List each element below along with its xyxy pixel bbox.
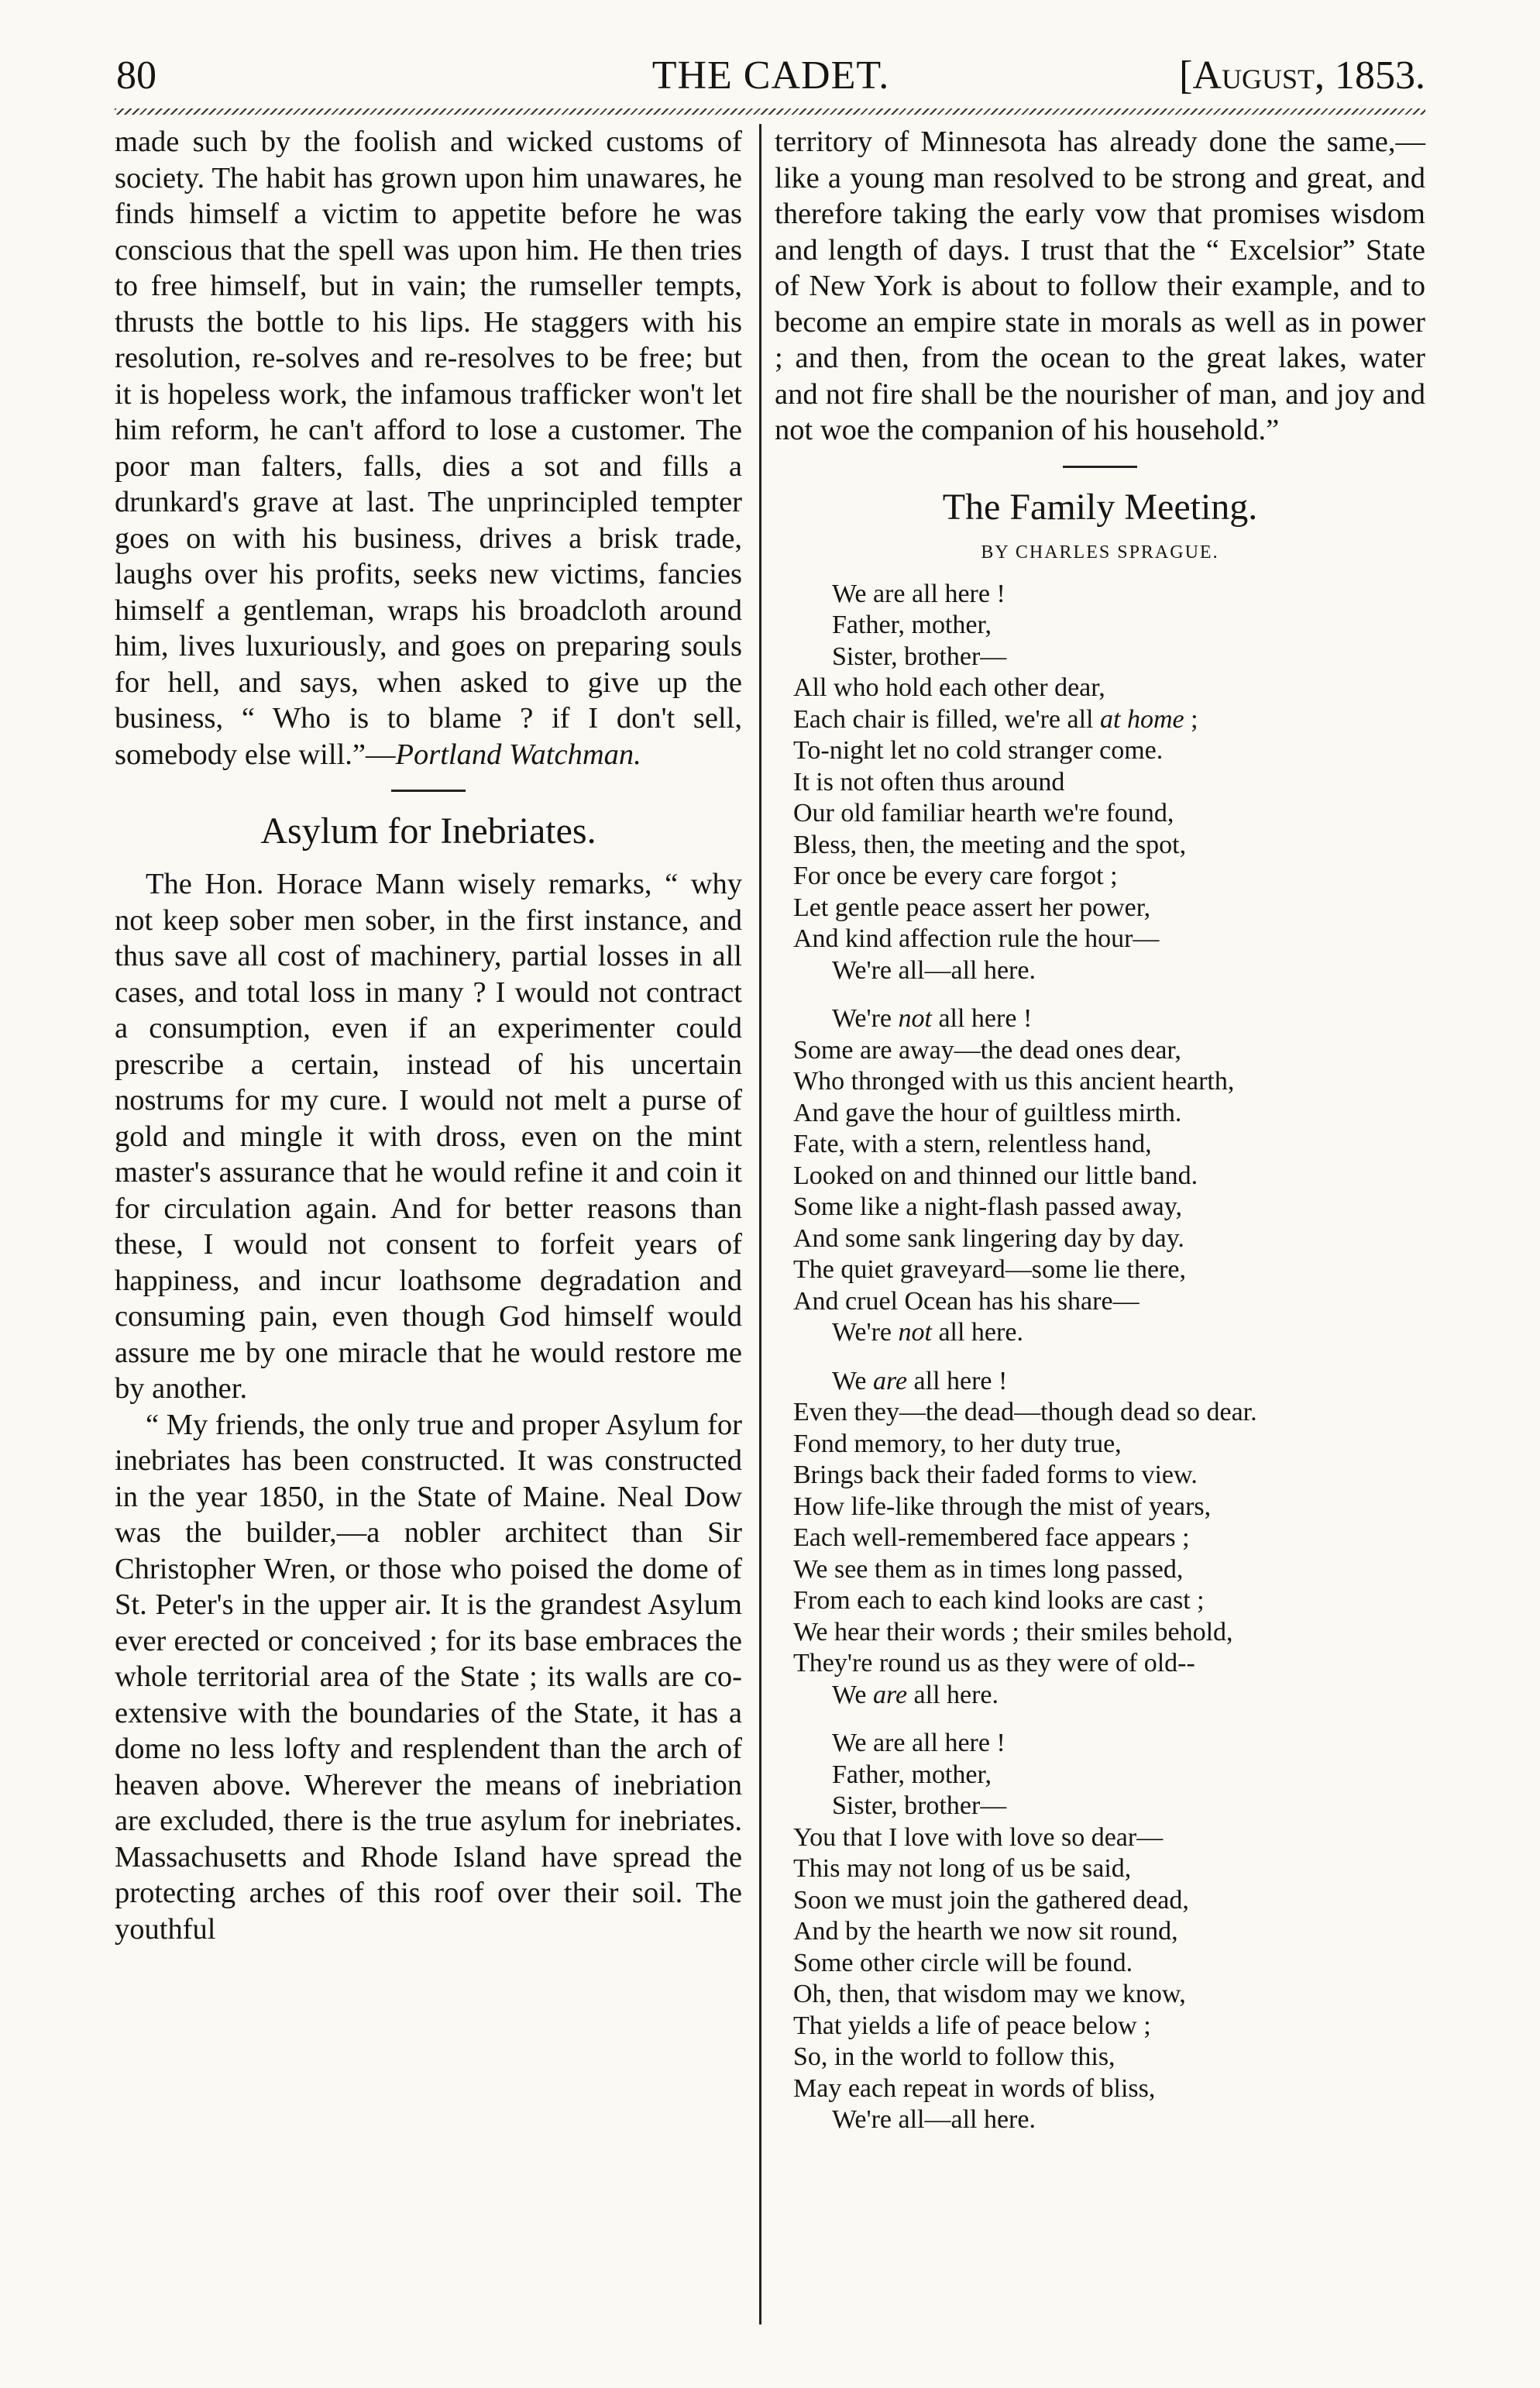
poem-line: Sister, brother— (832, 1791, 1007, 1820)
poem-line: Some other circle will be found. (793, 1948, 1133, 1977)
poem-line: And kind affection rule the hour— (793, 924, 1160, 953)
poem-title: The Family Meeting. (942, 486, 1258, 528)
poem-line: May each repeat in words of bliss, (793, 2073, 1156, 2103)
poem-line: We see them as in times long passed, (793, 1554, 1184, 1584)
poem-line: The quiet graveyard—some lie there, (793, 1255, 1186, 1284)
continued-article-right (775, 124, 1425, 449)
poem-byline: BY CHARLES SPRAGUE. (981, 542, 1219, 563)
poem-line: We're all—all here. (832, 2105, 1036, 2134)
poem-line: They're round us as they were of old-- (793, 1649, 1195, 1677)
poem-line: Some like a night-flash passed away, (793, 1192, 1182, 1221)
poem-line: You that I love with love so dear— (793, 1822, 1164, 1852)
poem-line: We are all here ! (832, 579, 1005, 608)
poem-line: Some are away—the dead ones dear, (793, 1035, 1181, 1065)
left-column (115, 124, 742, 1947)
poem-line: That yields a life of peace below ; (793, 2011, 1151, 2040)
page-header (116, 45, 1425, 107)
poem-line: Let gentle peace assert her power, (793, 893, 1151, 922)
poem-line: We are all here ! (832, 1366, 1008, 1395)
poem-line: And gave the hour of guiltless mirth. (793, 1098, 1182, 1127)
poem-line: And some sank lingering day by day. (793, 1223, 1184, 1253)
poem-line: Father, mother, (832, 1760, 992, 1789)
journal-title: THE CADET. (651, 53, 890, 98)
continued-article (115, 124, 742, 772)
article-separator (391, 790, 466, 792)
poem-line: This may not long of us be said, (793, 1854, 1132, 1883)
poem-line: Brings back their faded forms to view. (793, 1461, 1198, 1489)
poem-stanza (793, 579, 1425, 987)
poem-line: We hear their words ; their smiles behold, (793, 1617, 1233, 1646)
poem-line: Oh, then, that wisdom may we know, (793, 1980, 1186, 2008)
poem-line: To-night let no cold stranger come. (793, 736, 1164, 765)
poem-line: Our old familiar hearth we're found, (793, 799, 1174, 828)
poem-line: We're not all here. (832, 1318, 1023, 1347)
poem-line: All who hold each other dear, (793, 673, 1105, 702)
poem-line: Even they—the dead—though dead so dear. (793, 1398, 1257, 1426)
header-rule (115, 108, 1425, 115)
poem-line: It is not often thus around (793, 767, 1065, 797)
poem-body (793, 579, 1425, 2136)
poem-line: How life-like through the mist of years, (793, 1492, 1212, 1521)
poem-line: Fate, with a stern, relentless hand, (793, 1130, 1152, 1158)
poem-stanza (793, 1728, 1425, 2136)
continued-text: made such by the foolish and wicked customs of society. The habit has grown upon him unawares, he finds himself a victim to appetite before he was conscious that the spell was upon him. He then tries to free himself, but in vain; the rumseller tempts, thrusts the bottle to his lips. He staggers with his resolution, re-solves and re-resolves to be free; but it is hopeless work, the infamous trafficker won't let him reform, he can't afford to lose a customer. The poor man falters, falls, dies a sot and fills a drunkard's grave at last. The unprincipled tempter goes on with his business, drives a brisk trade, laughs over his profits, seeks new victims, fancies himself a gentleman, wraps his broadcloth around him, lives luxuriously, and goes on preparing souls for hell, and says, when asked to give up the business, “ Who is to blame ? if I don't sell, somebody else will.”—Portland Watchman. (115, 126, 742, 771)
article-title: Asylum for Inebriates. (260, 810, 596, 852)
poem-line: We're not all here ! (832, 1004, 1033, 1033)
issue-date: [August, 1853. (1179, 53, 1425, 98)
article-source: Portland Watchman. (395, 738, 641, 771)
right-column (775, 124, 1425, 2153)
poem-stanza (793, 1003, 1425, 1349)
poem-line: For once be every care forgot ; (793, 862, 1118, 890)
poem-line: Sister, brother— (832, 642, 1007, 671)
poem-line: We're all—all here. (832, 955, 1036, 985)
poem-line: Father, mother, (832, 611, 992, 639)
poem-line: Who thronged with us this ancient hearth, (793, 1067, 1235, 1096)
poem-line: Each well-remembered face appears ; (793, 1523, 1190, 1552)
article-body (115, 866, 742, 1947)
poem-line: And cruel Ocean has his share— (793, 1286, 1140, 1316)
poem-line: So, in the world to follow this, (793, 2042, 1115, 2071)
poem-separator (1063, 466, 1137, 468)
poem-line: Bless, then, the meeting and the spot, (793, 830, 1187, 859)
poem-line: From each to each kind looks are cast ; (793, 1586, 1205, 1615)
page-number: 80 (116, 53, 156, 98)
poem-line: We are all here ! (832, 1729, 1005, 1757)
poem-line: And by the hearth we now sit round, (793, 1917, 1178, 1946)
article-paragraph: “ My friends, the only true and proper Asylum for inebriates has been constructed. It was constructed in the year 1850, in the State of Maine. Neal Dow was the builder,—a nobler architect than Sir Christopher Wren, or those who poised the dome of St. Peter's in the upper air. It is the grandest Asylum ever erected or conceived ; for its base embraces the whole territorial area of the State ; its walls are co-extensive with the boundaries of the State, it has a dome no less lofty and resplendent than the arch of heaven above. Wherever the means of inebriation are excluded, there is the true asylum for inebriates. Massachusetts and Rhode Island have spread the protecting arches of this roof over their soil. The youthful (115, 1408, 742, 1946)
column-divider (759, 124, 761, 2324)
poem-line: Fond memory, to her duty true, (793, 1429, 1122, 1458)
poem-stanza (793, 1366, 1425, 1712)
poem-line: Each chair is filled, we're all at home ; (793, 704, 1198, 734)
poem-line: Soon we must join the gathered dead, (793, 1885, 1189, 1915)
poem-line: We are all here. (832, 1680, 999, 1709)
article-paragraph: The Hon. Horace Mann wisely remarks, “ why not keep sober men sober, in the first instance, and thus save all cost of machinery, partial losses in all cases, and total loss in many ? I would not contract a consumption, even if an experimenter could prescribe a certain, instead of his uncertain nostrums for my cure. I would not melt a purse of gold and mingle it with dross, even on the mint master's assurance that he would refine it and coin it for circulation again. And for better reasons than these, I would not consent to forfeit years of happiness, and incur loathsome degradation and consuming pain, even though God himself would assure me by one miracle that he would restore me by another. (115, 868, 742, 1405)
continued-text-right: territory of Minnesota has already done the same,—like a young man resolved to be strong and great, and therefore taking the early vow that promises wisdom and length of days. I trust that the “ Excelsior” State of New York is about to follow their example, and to become an empire state in morals as well as in power ; and then, from the ocean to the great lakes, water and not fire shall be the nourisher of man, and joy and not woe the companion of his household.” (775, 126, 1425, 446)
poem-line: Looked on and thinned our little band. (793, 1161, 1198, 1190)
